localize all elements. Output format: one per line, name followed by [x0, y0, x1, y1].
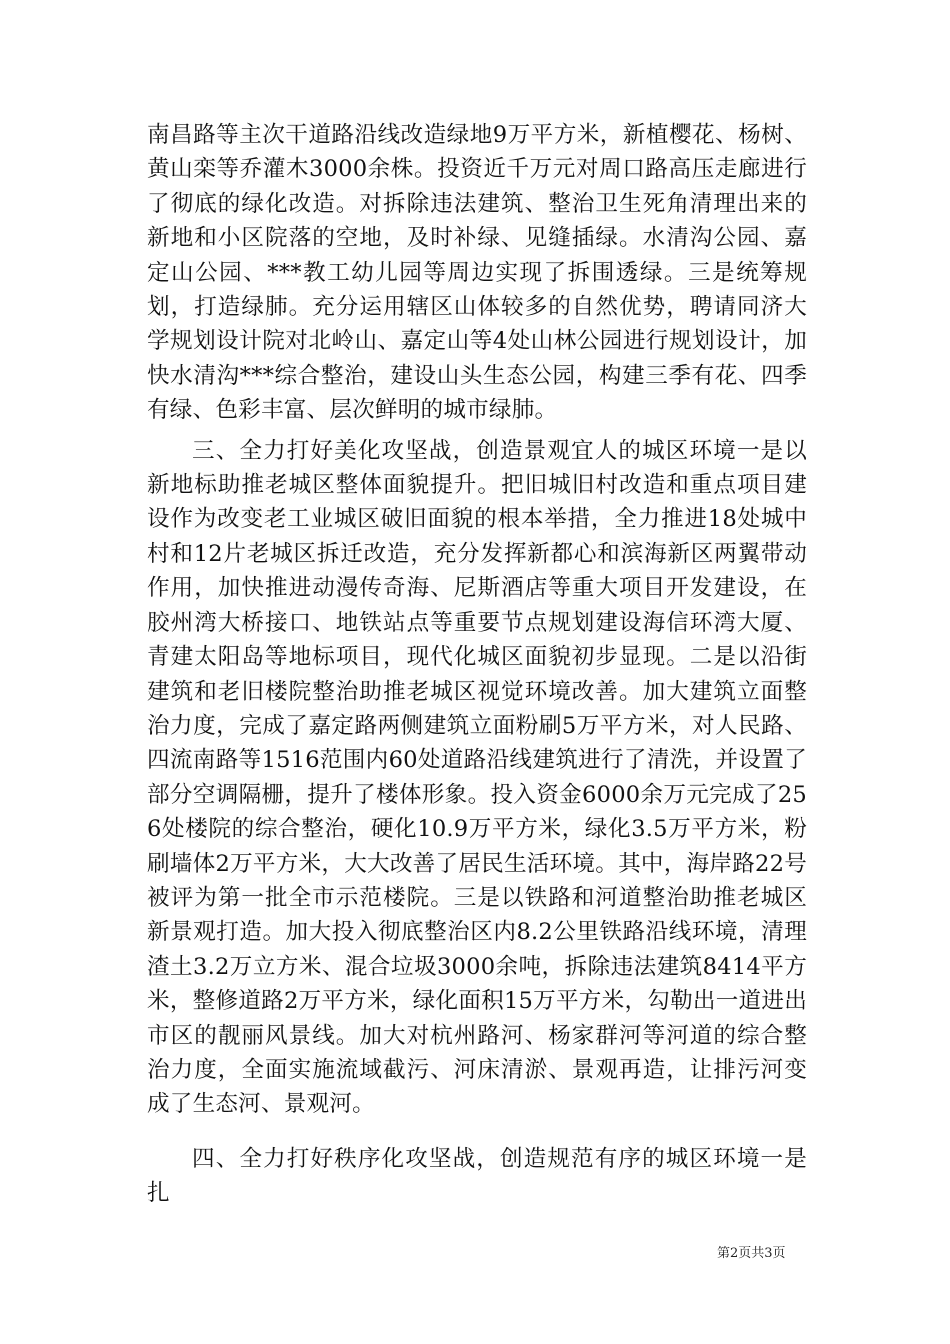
paragraph-greening-continued: 南昌路等主次干道路沿线改造绿地9万平方米，新植樱花、杨树、黄山栾等乔灌木3000余株。投资近千万元对周口路高压走廊进行了彻底的绿化改造。对拆除违法建筑、整治卫生死角清理出来的新地和小区院落的空地，及时补绿、见缝插绿。水清沟公园、嘉定山公园、***教工幼儿园等周边实现了拆围透绿。三是统筹规划，打造绿肺。充分运用辖区山体较多的自然优势，聘请同济大学规划设计院对北岭山、嘉定山等4处山林公园进行规划设计，加快水清沟***综合整治，建设山头生态公园，构建三季有花、四季有绿、色彩丰富、层次鲜明的城市绿肺。 [147, 122, 807, 424]
document-body [147, 118, 807, 1211]
page-number-footer: 第2页共3页 [717, 1246, 786, 1261]
paragraph-beautification: 三、全力打好美化攻坚战，创造景观宜人的城区环境一是以新地标助推老城区整体面貌提升。把旧城旧村改造和重点项目建设作为改变老工业城区破旧面貌的根本举措，全力推进18处城中村和12片老城区拆迁改造，充分发挥新都心和滨海新区两翼带动作用，加快推进动漫传奇海、尼斯酒店等重大项目开发建设，在胶州湾大桥接口、地铁站点等重要节点规划建设海信环湾大厦、青建太阳岛等地标项目，现代化城区面貌初步显现。二是以沿街建筑和老旧楼院整治助推老城区视觉环境改善。加大建筑立面整治力度，完成了嘉定路两侧建筑立面粉刷5万平方米，对人民路、四流南路等1516范围内60处道路沿线建筑进行了清洗，并设置了部分空调隔栅，提升了楼体形象。投入资金6000余万元完成了256处楼院的综合整治，硬化10.9万平方米，绿化3.5万平方米，粉刷墙体2万平方米，大大改善了居民生活环境。其中，海岸路22号被评为第一批全市示范楼院。三是以铁路和河道整治助推老城区新景观打造。加大投入彻底整治区内8.2公里铁路沿线环境，清理渣土3.2万立方米、混合垃圾3000余吨，拆除违法建筑8414平方米，整修道路2万平方米，绿化面积15万平方米，勾勒出一道进出市区的靓丽风景线。加大对杭州路河、杨家群河等河道的综合整治力度，全面实施流域截污、河床清淤、景观再造，让排污河变成了生态河、景观河。 [147, 437, 807, 1118]
paragraph-order: 四、全力打好秩序化攻坚战，创造规范有序的城区环境一是扎 [147, 1145, 807, 1207]
